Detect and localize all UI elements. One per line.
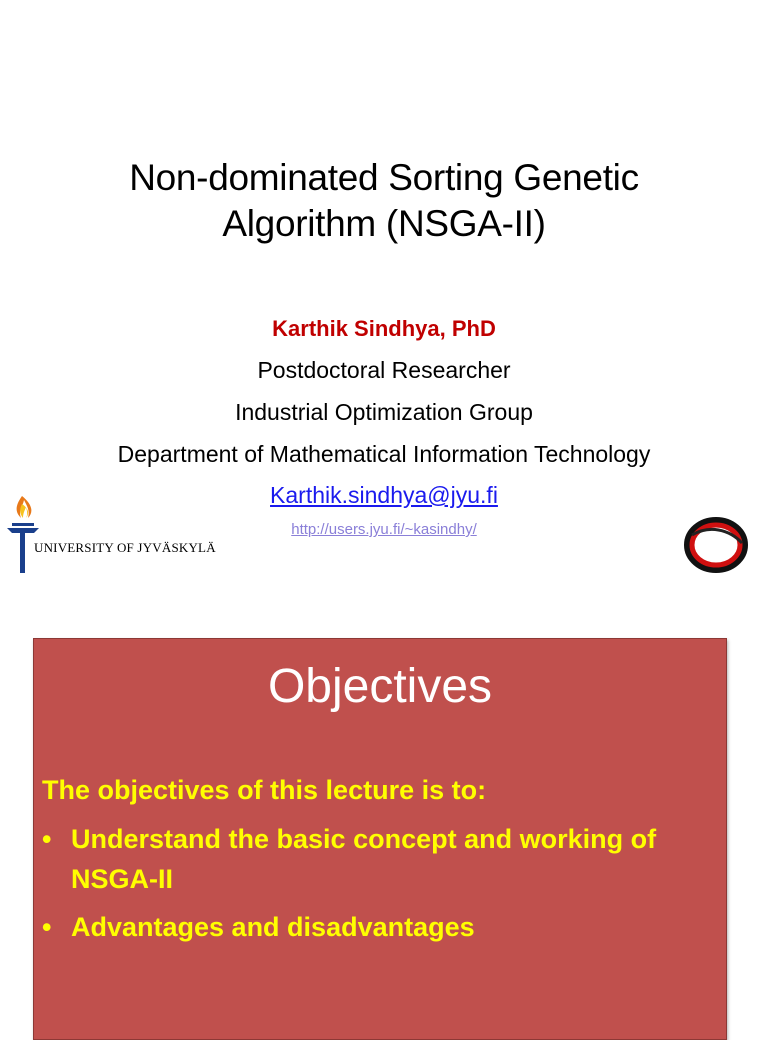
email-link[interactable]: Karthik.sindhya@jyu.fi bbox=[270, 482, 498, 508]
objectives-slide bbox=[33, 638, 727, 1040]
author-department: Department of Mathematical Information Technology bbox=[117, 441, 651, 467]
bullet-marker: • bbox=[42, 912, 52, 942]
objectives-intro: The objectives of this lecture is to: bbox=[42, 775, 487, 805]
title-line-2: Algorithm (NSGA-II) bbox=[222, 203, 546, 244]
bullet-text: Understand the basic concept and working of NSGA-II bbox=[71, 824, 657, 894]
optimization-group-logo bbox=[684, 517, 748, 573]
bullet-marker: • bbox=[42, 824, 52, 854]
author-group: Industrial Optimization Group bbox=[235, 399, 533, 425]
objectives-title: Objectives bbox=[267, 660, 493, 713]
homepage-link[interactable]: http://users.jyu.fi/~kasindhy/ bbox=[291, 521, 477, 538]
slide-title bbox=[40, 155, 728, 247]
university-logo-text: UNIVERSITY OF JYVÄSKYLÄ bbox=[34, 540, 216, 555]
bullet-item bbox=[42, 907, 722, 947]
bullet-item bbox=[42, 819, 722, 899]
university-logo bbox=[6, 492, 206, 574]
title-line-1: Non-dominated Sorting Genetic bbox=[129, 157, 639, 198]
bullet-text: Advantages and disadvantages bbox=[71, 912, 475, 942]
author-position: Postdoctoral Researcher bbox=[257, 357, 511, 383]
author-name: Karthik Sindhya, PhD bbox=[272, 316, 496, 341]
